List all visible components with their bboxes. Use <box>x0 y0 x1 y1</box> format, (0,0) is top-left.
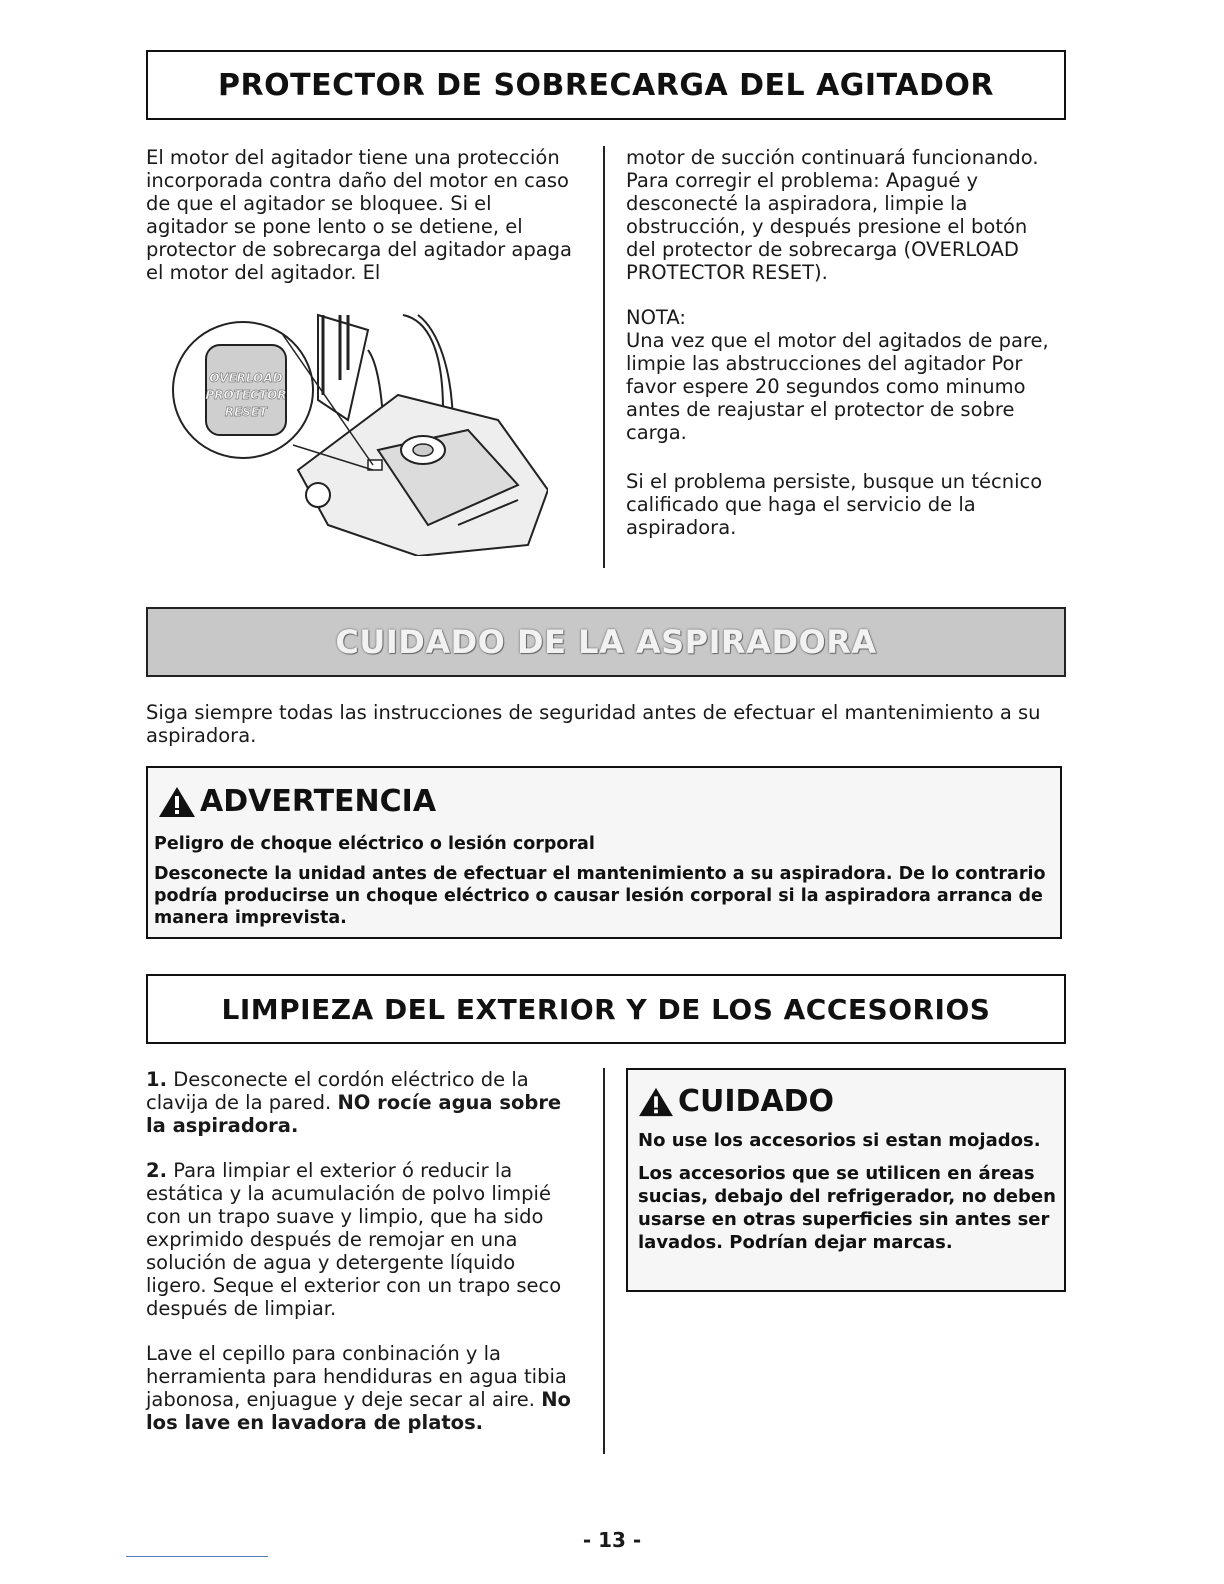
note-text: Una vez que el motor del agitados de pare, limpie las abstrucciones del agitador Por favor espere 20 segundos como minumo antes de reajustar el protector de sobre carga. <box>626 329 1049 444</box>
column-divider <box>603 1068 605 1454</box>
vacuum-illustration <box>168 310 548 556</box>
caution-box <box>626 1068 1066 1292</box>
care-intro: Siga siempre todas las instrucciones de seguridad antes de efectuar el mantenimiento a su aspiradora. <box>146 701 1041 747</box>
column-divider <box>603 146 605 568</box>
persist-text: Si el problema persiste, busque un técnico calificado que haga el servicio de la aspiradora. <box>626 470 1043 539</box>
warning-title: ADVERTENCIA <box>158 784 1054 819</box>
caution-text: Los accesorios que se utilicen en áreas sucias, debajo del refrigerador, no deben usarse en otras superficies sin antes ser lavados. Podrían dejar marcas. <box>638 1163 1056 1253</box>
overload-label-3: RESET <box>224 405 268 419</box>
warning-triangle-icon <box>638 1086 674 1118</box>
note-label: NOTA: <box>626 306 686 329</box>
warning-triangle-icon <box>158 785 196 819</box>
footer-rule <box>126 1556 268 1557</box>
overload-label-1: OVERLOAD <box>209 371 283 385</box>
warning-text: Desconecte la unidad antes de efectuar el mantenimiento a su aspiradora. De lo contrario podría producirse un choque eléctrico o causar lesión corporal si la aspiradora arranca de manera imprevista. <box>154 864 1046 928</box>
caution-title: CUIDADO <box>638 1084 1056 1119</box>
section-header-overload <box>146 50 1066 120</box>
section-title: CUIDADO DE LA ASPIRADORA <box>335 623 877 661</box>
section-title: LIMPIEZA DEL EXTERIOR Y DE LOS ACCESORIOS <box>221 992 991 1026</box>
warning-subtitle: Peligro de choque eléctrico o lesión corporal <box>154 834 595 854</box>
cleaning-left-text <box>146 1068 578 1434</box>
section-header-cleaning <box>146 974 1066 1044</box>
cleaning-wash: Lave el cepillo para conbinación y la herramienta para hendiduras en agua tibia jabonosa, enjuague y deje secar al aire. No los lave en lavadora de platos. <box>146 1342 571 1434</box>
overload-left-text: El motor del agitador tiene una protección incorporada contra daño del motor en caso de que el agitador se bloquee. Si el agitador se pone lento o se detiene, el protector de sobrecarga del agitador apaga el motor del agitador. El <box>146 146 573 284</box>
caution-line1: No use los accesorios si estan mojados. <box>638 1130 1041 1151</box>
warning-box <box>146 766 1062 939</box>
overload-right-text: motor de succión continuará funcionando. Para corregir el problema: Apagué y desconecté la aspiradora, limpie la obstrucción, y después presione el botón del protector de sobrecarga (OVERLOAD PROTECTOR RESET). NOTA: Una vez que el motor del agitados de pare, limpie las abstrucciones del agitador Por favor espere 20 segundos como minumo antes de reajustar el protector de sobre carga. Si el problema persiste, busque un técnico calificado que haga el servicio de la aspiradora. <box>626 146 1062 539</box>
cleaning-item-2: 2. Para limpiar el exterior ó reducir la estática y la acumulación de polvo limpié con un trapo suave y limpio, que ha sido exprimido después de remojar en una solución de agua y detergente líquido ligero. Seque el exterior con un trapo seco después de limpiar. <box>146 1159 562 1320</box>
overload-label-2: PROTECTOR <box>205 388 287 402</box>
section-title: PROTECTOR DE SOBRECARGA DEL AGITADOR <box>218 67 994 103</box>
cleaning-item-1: 1. Desconecte el cordón eléctrico de la clavija de la pared. NO rocíe agua sobre la aspiradora. <box>146 1068 562 1137</box>
overload-illustration <box>168 310 548 556</box>
page-number: - 13 - <box>582 1528 642 1552</box>
section-header-care <box>146 607 1066 677</box>
